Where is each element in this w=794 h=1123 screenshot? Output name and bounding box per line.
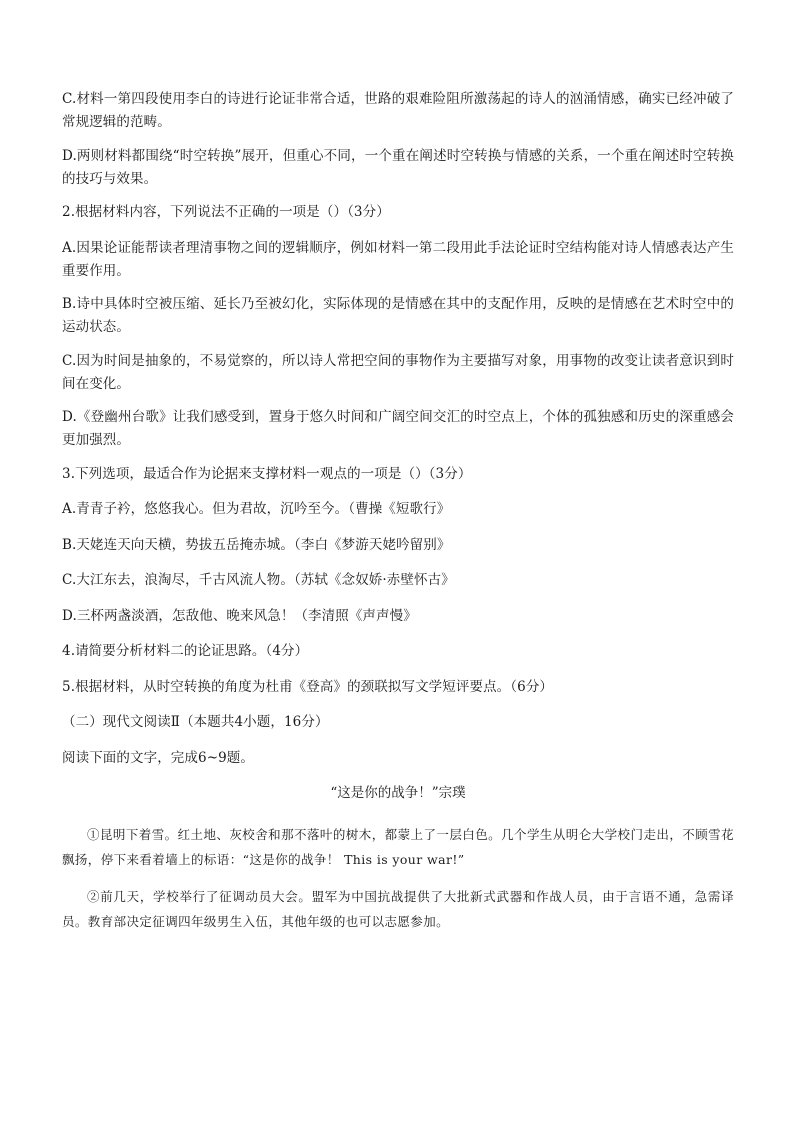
section-instruction: 阅读下面的文字，完成6~9题。 <box>62 749 254 766</box>
q5-stem: 5.根据材料，从时空转换的角度为杜甫《登高》的颈联拟写文学短评要点。（6分） <box>62 678 554 695</box>
q2-stem: 2.根据材料内容，下列说法不正确的一项是（）（3分） <box>62 204 390 220</box>
passage-paragraph-1: ①昆明下着雪。红土地、灰校舍和那不落叶的树木，都蒙上了一层白色。几个学生从明仑大学校门走出，不顾雪花飘扬，停下来看着墙上的标语：“这是你的战争！ This is your war!” <box>62 827 734 867</box>
q3-option-d: D.三杯两盏淡酒，怎敌他、晚来风急！（李清照《声声慢》 <box>62 607 417 624</box>
passage-paragraph-2: ②前几天，学校举行了征调动员大会。盟军为中国抗战提供了大批新式武器和作战人员，由于言语不通，急需译员。教育部决定征调四年级男生入伍，其他年级的也可以志愿参加。 <box>62 889 734 929</box>
q2-option-d: D.《登幽州台歌》让我们感受到，置身于悠久时间和广阔空间交汇的时空点上，个体的孤独感和历史的深重感会更加强烈。 <box>62 409 734 448</box>
passage-title: “这是你的战争！”宗璞 <box>330 785 466 801</box>
q3-option-b: B.天姥连天向天横，势拔五岳掩赤城。（李白《梦游天姥吟留别》 <box>62 536 451 553</box>
q2-option-b: B.诗中具体时空被压缩、延长乃至被幻化，实际体现的是情感在其中的支配作用，反映的是情感在艺术时空中的运动状态。 <box>62 296 734 335</box>
q3-option-c: C.大江东去，浪淘尽，千古风流人物。（苏轼《念奴娇·赤壁怀古》 <box>62 572 455 588</box>
q2-option-a: A.因果论证能帮读者理清事物之间的逻辑顺序，例如材料一第二段用此手法论证时空结构能对诗人情感表达产生重要作用。 <box>62 239 734 279</box>
q1-option-d: D.两则材料都围绕“时空转换”展开，但重心不同，一个重在阐述时空转换与情感的关系，一个重在阐述时空转换的技巧与效果。 <box>62 147 734 187</box>
q3-stem: 3.下列选项，最适合作为论据来支撑材料一观点的一项是（）（3分） <box>62 465 472 482</box>
q3-option-a: A.青青子衿，悠悠我心。但为君故，沉吟至今。（曹操《短歌行》 <box>62 501 451 517</box>
q4-stem: 4.请简要分析材料二的论证思路。（4分） <box>62 643 309 659</box>
document-body <box>62 88 734 946</box>
q1-option-c: C.材料一第四段使用李白的诗进行论证非常合适，世路的艰难险阻所激荡起的诗人的汹涌情感，确实已经冲破了常规逻辑的范畴。 <box>62 91 734 130</box>
section-heading: （二）现代文阅读Ⅱ（本题共4小题，16分） <box>62 714 329 730</box>
q2-option-c: C.因为时间是抽象的，不易觉察的，所以诗人常把空间的事物作为主要描写对象，用事物的改变让读者意识到时间在变化。 <box>62 352 734 392</box>
